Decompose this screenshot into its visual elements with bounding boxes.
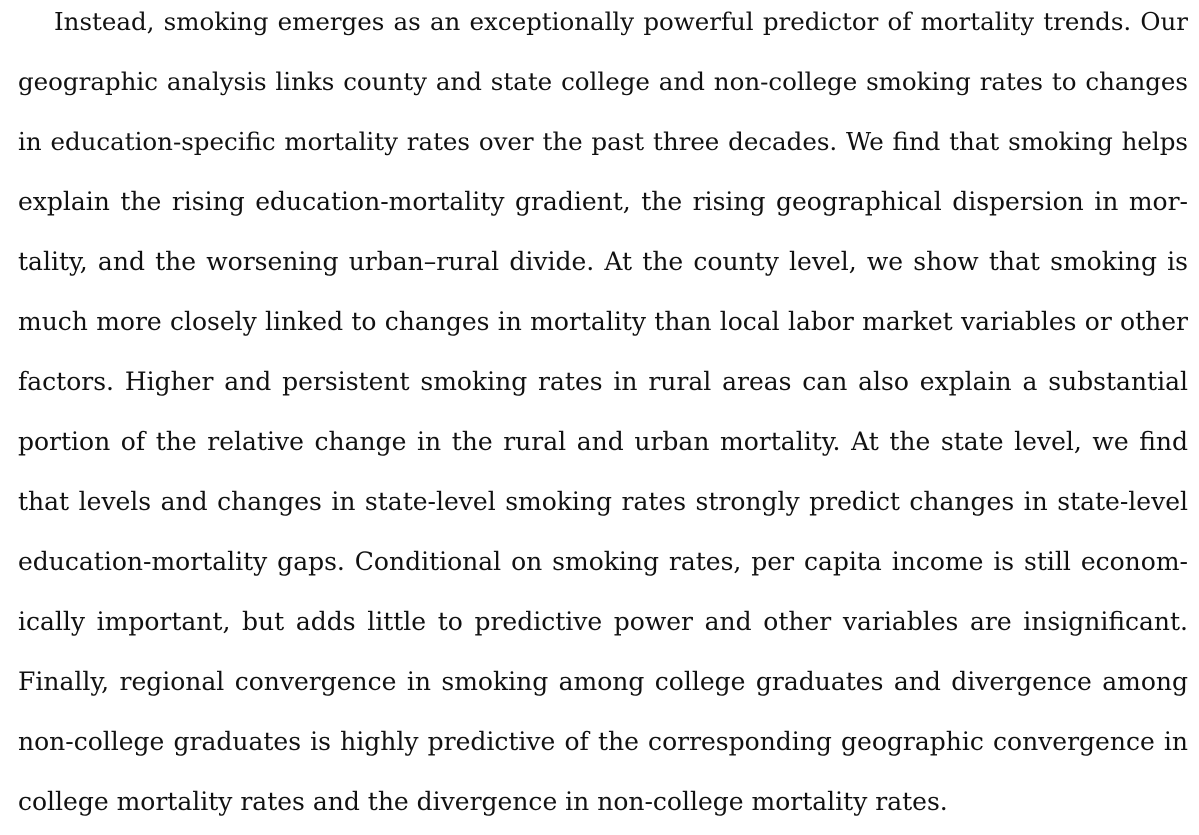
paragraph-line: ically important, but adds little to predictive power and other variables are insignificant. [18,607,1188,636]
paragraph-line: non-college graduates is highly predictive of the corresponding geographic convergence in [18,727,1188,756]
paragraph-line: much more closely linked to changes in mortality than local labor market variables or other [18,307,1188,336]
paragraph-line: Finally, regional convergence in smoking among college graduates and divergence among [18,667,1188,696]
paragraph-line: education-mortality gaps. Conditional on smoking rates, per capita income is still econom- [18,547,1188,576]
paragraph-line: factors. Higher and persistent smoking rates in rural areas can also explain a substantial [18,367,1188,396]
paragraph-line: in education-specific mortality rates over the past three decades. We find that smoking helps [18,127,1188,156]
paragraph-line: geographic analysis links county and state college and non-college smoking rates to changes [18,67,1188,96]
paragraph-line: portion of the relative change in the rural and urban mortality. At the state level, we find [18,427,1188,456]
paragraph-line: college mortality rates and the divergence in non-college mortality rates. [18,787,948,816]
paragraph-line: that levels and changes in state-level smoking rates strongly predict changes in state-level [18,487,1188,516]
paragraph-line: tality, and the worsening urban–rural divide. At the county level, we show that smoking is [18,247,1188,276]
paragraph-line: Instead, smoking emerges as an exceptionally powerful predictor of mortality trends. Our [54,7,1188,36]
paragraph-line: explain the rising education-mortality gradient, the rising geographical dispersion in mor- [18,187,1188,216]
paper-page [18,0,1188,835]
